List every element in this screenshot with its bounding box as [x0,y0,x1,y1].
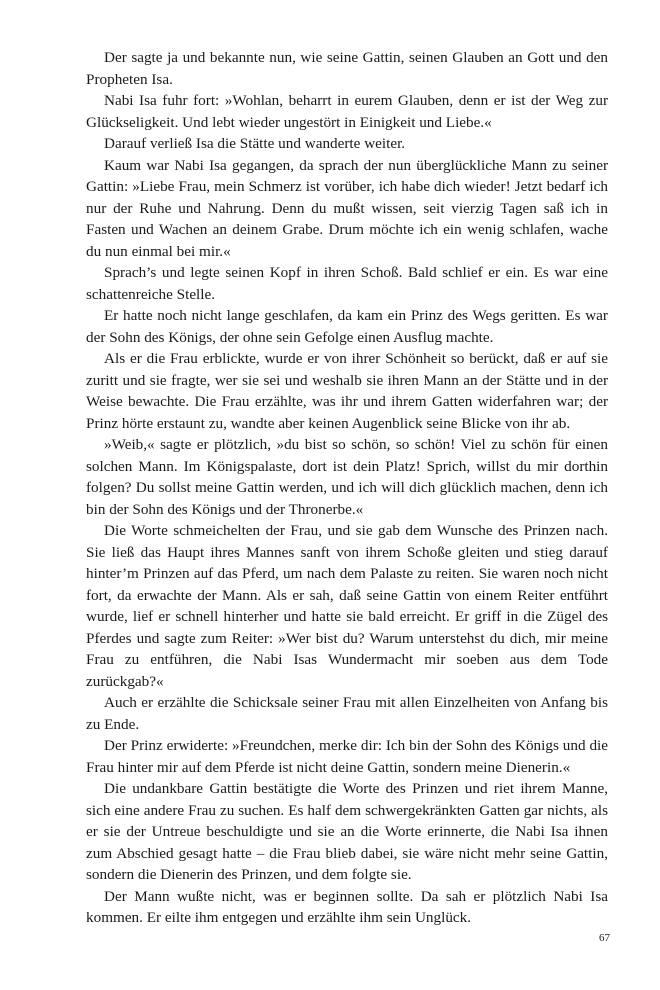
paragraph: Kaum war Nabi Isa gegangen, da sprach der nun überglückliche Mann zu seiner Gattin: »Liebe Frau, mein Schmerz ist vorüber, ich habe dich wieder! Jetzt bedarf ich nur der Ruhe und Nahrung. Denn du mußt wissen, seit vierzig Tagen saß ich in Fasten und Wachen an deinem Grabe. Drum möchte ich ein wenig schlafen, wache du nun einmal bei mir.« [86,156,608,260]
paragraph: »Weib,« sagte er plötzlich, »du bist so schön, so schön! Viel zu schön für einen solchen Mann. Im Königspalaste, dort ist dein Platz! Sprich, willst du mir dorthin folgen? Du sollst meine Gattin werden, und ich will dich glücklich machen, denn ich bin der Sohn des Königs und der Thronerbe.« [86,436,608,518]
paragraph: Sprach’s und legte seinen Kopf in ihren Schoß. Bald schlief er ein. Es war eine schattenreiche Stelle. [86,264,608,303]
paragraph: Die Worte schmeichelten der Frau, und sie gab dem Wunsche des Prinzen nach. Sie ließ das Haupt ihres Mannes sanft von ihrem Schoße gleiten und stieg darauf hinter’m Prinzen auf das Pferd, um nach dem Palaste zu reiten. Sie waren noch nicht fort, da erwachte der Mann. Als er sah, daß seine Gattin von einem Reiter entführt wurde, lief er schnell hinterher und hatte sie bald erreicht. Er griff in die Zügel des Pferdes und sagte zum Reiter: »Wer bist du? Warum unterstehst du dich, mir meine Frau zu entführen, die Nabi Isas Wundermacht mir soeben aus dem Tode zurückgab?« [86,522,608,690]
paragraph: Nabi Isa fuhr fort: »Wohlan, beharrt in eurem Glauben, denn er ist der Weg zur Glückseligkeit. Und lebt wieder ungestört in Einigkeit und Liebe.« [86,92,608,131]
body-text [86,47,608,929]
paragraph: Als er die Frau erblickte, wurde er von ihrer Schönheit so berückt, daß er auf sie zuritt und sie fragte, wer sie sei und weshalb sie ihren Mann an der Stätte und in der Weise bewachte. Die Frau erzählte, was ihr und ihrem Gatten widerfahren war; der Prinz hörte erstaunt zu, wandte aber keinen Augenblick seine Blicke von ihr ab. [86,350,608,432]
paragraph: Er hatte noch nicht lange geschlafen, da kam ein Prinz des Wegs geritten. Es war der Sohn des Königs, der ohne sein Gefolge einen Ausflug machte. [86,307,608,346]
paragraph: Der Mann wußte nicht, was er beginnen sollte. Da sah er plötzlich Nabi Isa kommen. Er eilte ihm entgegen und erzählte ihm sein Unglück. [86,887,608,926]
paragraph: Auch er erzählte die Schicksale seiner Frau mit allen Einzelheiten von Anfang bis zu Ende. [86,694,608,733]
paragraph: Der Prinz erwiderte: »Freundchen, merke dir: Ich bin der Sohn des Königs und die Frau hinter mir auf dem Pferde ist nicht deine Gattin, sondern meine Dienerin.« [86,737,608,776]
paragraph: Darauf verließ Isa die Stätte und wanderte weiter. [104,135,406,152]
paragraph: Der sagte ja und bekannte nun, wie seine Gattin, seinen Glauben an Gott und den Propheten Isa. [86,49,608,88]
page-number: 67 [599,932,610,944]
paragraph: Die undankbare Gattin bestätigte die Worte des Prinzen und riet ihrem Manne, sich eine andere Frau zu suchen. Es half dem schwergekränkten Gatten gar nichts, als er sie der Untreue beschuldigte und sie an die Worte erinnerte, die Nabi Isa ihnen zum Abschied gesagt hatte – die Frau blieb dabei, sie wäre nicht mehr seine Gattin, sondern die Dienerin des Prinzen, und dem folgte sie. [86,780,608,883]
